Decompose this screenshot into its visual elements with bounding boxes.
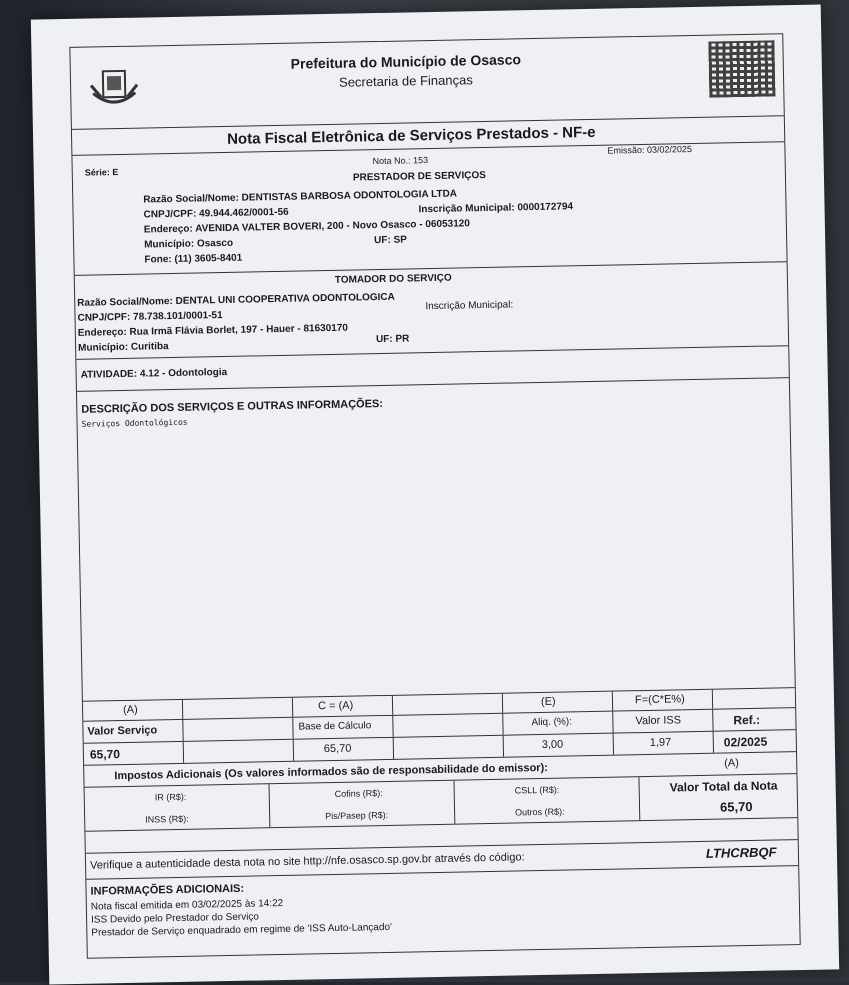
valores-cell [294,738,394,761]
tomador-cnpj: CNPJ/CPF: 78.738.101/0001-51 [77,310,223,324]
prestador-cnpj: CNPJ/CPF: 49.944.462/0001-56 [143,206,289,221]
prestador-section [72,142,786,276]
total-label: Valor Total da Nota [669,778,778,795]
tomador-razao: Razão Social/Nome: DENTAL UNI COOPERATIVA ODONTOLOGICA [77,291,395,309]
cofins-label: Cofins (R$): [334,788,383,799]
base-calculo: 65,70 [323,742,352,756]
valores-cell [293,716,393,739]
valores-cell [393,714,503,737]
referencia: 02/2025 [723,734,768,750]
valores-cell [183,718,293,741]
valores-cell [503,712,613,735]
valores-cell [293,696,393,717]
valores-cell [503,692,613,713]
tomador-section [75,262,788,360]
impostos-cell [85,784,271,831]
aliq-label: Aliq. (%): [531,716,573,729]
f-label: F=(C*E%) [634,693,685,707]
prestador-razao: Razão Social/Nome: DENTISTAS BARBOSA ODONTOLOGIA LTDA [143,188,458,206]
prestador-inscricao: Inscrição Municipal: 0000172794 [418,201,574,216]
base-label: Base de Cálculo [298,720,372,733]
valores-cell [504,734,614,757]
adicionais-title: INFORMAÇÕES ADICIONAIS: [90,882,245,898]
prestador-uf: UF: SP [374,234,407,247]
iss-label: Valor ISS [635,714,682,728]
valores-cell [83,700,183,721]
qr-code-icon [708,40,775,97]
valores-cell [183,698,293,719]
adicionais-linha-3: Prestador de Serviço enquadrado em regime de 'ISS Auto-Lançado' [91,921,393,939]
municipio-title: Prefeitura do Município de Osasco [290,51,522,72]
prestador-fone: Fone: (11) 3605-8401 [144,252,243,266]
total-a-label: (A) [724,757,740,770]
outros-label: Outros (R$): [515,806,565,818]
descricao-section [77,378,795,702]
ref-label: Ref.: [733,712,761,728]
inss-label: INSS (R$): [145,813,189,825]
valores-cell [184,740,294,763]
impostos-title: Impostos Adicionais (Os valores informados são de responsabilidade do emissor): [114,761,548,783]
adicionais-section [86,866,799,958]
valor-iss: 1,97 [649,736,672,749]
tomador-heading: TOMADOR DO SERVIÇO [334,272,452,286]
municipal-crest-icon [89,67,140,112]
serie: Série: E [84,167,119,178]
verificacao-text: Verifique a autenticidade desta nota no site http://nfe.osasco.sp.gov.br através do código: [89,851,525,872]
valor-servico: 65,70 [89,747,121,762]
prestador-municipio: Município: Osasco [144,237,234,251]
valores-cell [393,694,503,715]
c-label: C = (A) [317,699,354,713]
valor-servico-label: Valor Serviço [87,724,158,738]
impostos-cell [270,781,456,828]
e-label: (E) [540,695,556,709]
invoice-document [69,33,800,959]
tomador-municipio: Município: Curitiba [78,341,169,354]
a-label: (A) [122,703,138,717]
csll-label: CSLL (R$): [514,784,560,796]
secretaria-title: Secretaria de Finanças [338,72,473,90]
prestador-heading: PRESTADOR DE SERVIÇOS [352,169,486,184]
valores-cell [613,710,713,733]
invoice-paper [31,5,839,985]
descricao-text: Serviços Odontológicos [81,417,188,429]
header-section [70,34,783,130]
adicionais-linha-1: Nota fiscal emitida em 03/02/2025 às 14:22 [90,897,284,913]
aliquota: 3,00 [541,738,564,751]
nota-numero: Nota No.: 153 [372,155,429,167]
prestador-endereco: Endereço: AVENIDA VALTER BOVERI, 200 - Novo Osasco - 06053120 [143,218,470,236]
document-title: Nota Fiscal Eletrônica de Serviços Prestados - NF-e [226,123,596,148]
tomador-inscricao: Inscrição Municipal: [425,299,514,313]
tomador-endereco: Endereço: Rua Irmã Flávia Borlet, 197 - Hauer - 81630170 [77,322,349,339]
valores-cell [84,742,184,765]
descricao-title: DESCRIÇÃO DOS SERVIÇOS E OUTRAS INFORMAÇÕES: [81,397,384,416]
pis-label: Pis/Pasep (R$): [325,809,389,822]
emissao-data: Emissão: 03/02/2025 [607,144,693,156]
ir-label: IR (R$): [154,791,187,803]
valores-cell [83,720,183,743]
valores-cell [394,736,504,759]
valores-cell [614,732,714,755]
tomador-uf: UF: PR [375,333,410,346]
adicionais-linha-2: ISS Devido pelo Prestador do Serviço [91,911,260,926]
valores-cell [613,690,713,711]
atividade: ATIVIDADE: 4.12 - Odontologia [80,366,228,381]
codigo-verificacao: LTHCRBQF [705,844,777,861]
valor-total: 65,70 [719,798,753,815]
impostos-cell [454,777,640,824]
